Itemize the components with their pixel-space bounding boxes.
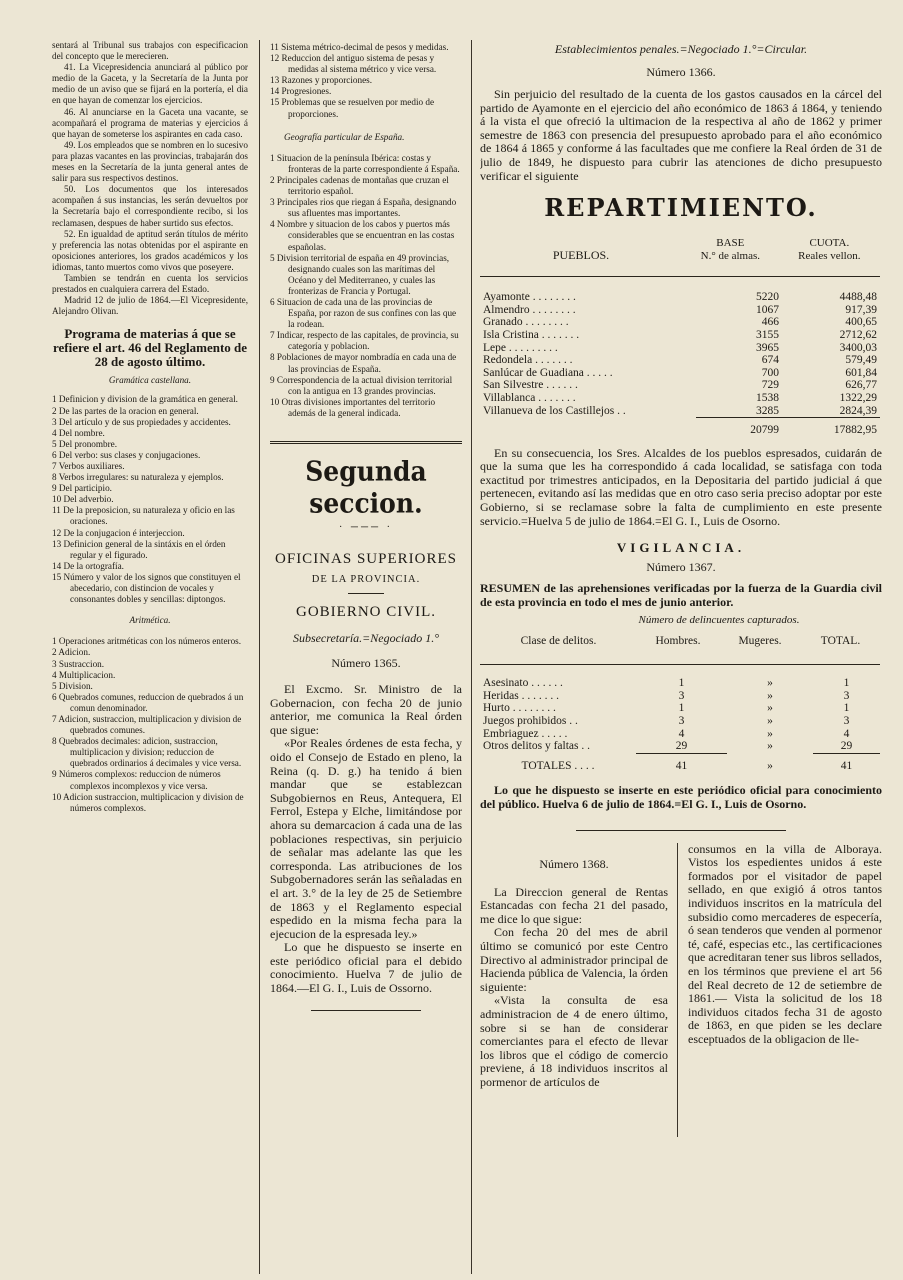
list-item: 6 Situacion de cada una de las provincias de España, por razon de sus confines con las que la rodean. (270, 296, 457, 330)
arithmetic-list (52, 636, 248, 814)
table-row: Asesinato . . . . . . 1 » 1 (483, 677, 850, 690)
list-item: 3 Del artículo y de sus propiedades y accidentes. (52, 416, 231, 427)
table-row: Ayamonte . . . . . . . . 5220 4488,48 (483, 291, 877, 304)
geography-list (270, 153, 462, 419)
article-52: 52. En igualdad de aptitud serán títulos de mérito y preferencia las notas obtenidas por el aspirante en oposiciones anteriores, los grados académicos y los idiomas, tanto muertos como vivos que poseyere. (52, 228, 248, 272)
list-item: 15 Problemas que se resuelven por medio de proporciones. (270, 97, 435, 119)
paragraph: La Direccion general de Rentas Estancadas con fecha 21 del pasado, me dice lo que sigue: (480, 884, 668, 926)
grammar-title: Gramática castellana. (108, 375, 192, 386)
signature: Madrid 12 de julio de 1864.—El Vicepresidente, Alejandro Olivan. (52, 295, 248, 317)
list-item: 1 Operaciones aritméticas con los números enteros. (52, 636, 242, 647)
list-item: 1 Definicion y division de la gramática en general. (52, 394, 238, 405)
paragraph: Sin perjuicio del resultado de la cuenta de los gastos causados en la cárcel del partido de Ayamonte en el ejercicio del año económico de 1863 á 1864, y teniendo á la vista el que ofreció la ultimacion de la respectiva al año de 1862 y primer semestre de 1863 con presencia del presupuesto aprobado para el año económico de 1864 á 1865 y conforme á las facultades que me confiere la Real órden de 31 de julio de 1849, he dispuesto para cubrir las atenciones de dicho presupuesto verificar el siguiente (480, 87, 882, 183)
article-41: 41. La Vicepresidencia anunciará al público por medio de la Gaceta, y la Secretaría de la Junta por medio de un aviso que se fijará en la portería, el dia en que hayan de comenzar los ejercicios. (52, 62, 248, 106)
paragraph: sentará al Tribunal sus trabajos con especificacion del concepto que le merecieren. (52, 40, 248, 62)
repartimiento-title: REPARTIMIENTO. (544, 193, 818, 223)
table-row: Redondela . . . . . . . 674 579,49 (483, 354, 877, 367)
list-item: 7 Adicion, sustraccion, multiplicacion y division de quebrados comunes. (52, 713, 242, 736)
table-row-total: TOTALES . . . . 41 » 41 (521, 759, 853, 772)
column-rule-2 (471, 40, 472, 1274)
list-item: 7 Verbos auxiliares. (52, 461, 125, 471)
list-item: 2 Principales cadenas de montañas que cruzan el territorio español. (270, 174, 449, 197)
list-item: 9 Números complexos: reduccion de números complexos incomplexos y vice versa. (52, 769, 221, 791)
header-pueblos: PUEBLOS. (552, 248, 610, 263)
list-item: 8 Verbos irregulares: su naturaleza y ejemplos. (52, 472, 224, 483)
vigilancia-title: VIGILANCIA. (616, 540, 746, 556)
heading-provincia: DE LA PROVINCIA. (311, 574, 421, 585)
subsecretaria: Subsecretaría.=Negociado 1.° (292, 631, 440, 645)
repartimiento-rows (480, 291, 880, 437)
column-3 (480, 0, 882, 1280)
list-item: 5 Division. (52, 680, 93, 691)
table-row: Hurto . . . . . . . . 1 » 1 (483, 702, 850, 715)
article-49: 49. Los empleados que se nombren en lo sucesivo para plazas vacantes en las provincias, trabajarán dos meses en la Secretaría de la junta general antes de salir para sus respectivos destinos. (52, 139, 248, 184)
arithmetic-list-cont (270, 42, 462, 120)
list-item: 10 Adicion sustraccion, multiplicacion y division de números complexos. (52, 791, 244, 813)
paragraph: En su consecuencia, los Sres. Alcaldes de los pueblos espresados, cuidarán de que la suma que les ha correspondido á cada localidad, se satisfaga con toda exactitud por trimestres anticipados, en la Depositaria del partido judicial á que pertenecen, evitando así las medidas que en otro caso seria preciso adoptar por este Gobierno, si se reclamase sobre la falta de cumplimiento en este presente servicio.=Huelva 5 de julio de 1864.=El G. I., Luis de Osorno. (480, 445, 882, 528)
list-item: 15 Número y valor de los signos que constituyen el abecedario, con distincion de vocales y consonantes dobles y sencillas: diptongos. (52, 571, 241, 605)
paragraph: consumos en la villa de Alboraya. Vistos los espedientes unidos á este formados por el visitador de papel sellado, en que exigió á otros tantos individuos inscritos en la matrícula del subsidio como mercaderes de especería, ó sean tenderos que venden al pormenor té, café, especias etc., las certificaciones que acreditaran tener sus libros sellados, en los términos que previene el art 56 del Real decreto de 12 de setiembre de 1861.— Vista la solicitud de los 18 individuos citados fecha 31 de agosto de 1863, en que piden se les declare esceptuados de la obligacion de lle- (688, 841, 882, 1046)
article-50: 50. Los documentos que los interesados acompañen á sus instancias, les serán devueltos por la Secretaría bajo el correspondiente recibo, si los reclamasen, despues de haber surtido sus efectos. (52, 184, 248, 228)
list-item: 3 Sustraccion. (52, 658, 105, 669)
list-item: 6 Del verbo: sus clases y conjugaciones. (52, 449, 201, 460)
table-row: Almendro . . . . . . . . 1067 917,39 (483, 303, 877, 316)
number-1367: Número 1367. (646, 560, 716, 575)
subcolumn-left (480, 837, 668, 1137)
section-rule (576, 830, 786, 831)
list-item: 12 De la conjugacion é interjeccion. (52, 527, 185, 538)
delitos-rows (480, 677, 880, 772)
paragraph: «Vista la consulta de esa administracion de 4 de enero último, sobre si se han de considerar comerciantes para el efecto de llevar los libros que el código de comercio previene, á 18 individuos inscritos al pormenor de artículos de (480, 993, 668, 1089)
geography-title: Geografía particular de España. (284, 131, 405, 142)
list-item: 11 Sistema métrico-decimal de pesos y medidas. (270, 42, 449, 52)
delitos-table (480, 613, 880, 677)
grammar-list (52, 394, 248, 605)
header-base: BASE N.° de almas. (700, 237, 761, 263)
article-46: 46. Al anunciarse en la Gaceta una vacante, se acompañará el programa de materias y ejercicios á que hayan de someterse los aspirantes en cada caso. (52, 106, 248, 139)
column-2 (270, 0, 462, 1280)
list-item: 11 De la preposicion, su naturaleza y oficio en las oraciones. (52, 505, 235, 527)
list-item: 7 Indicar, respecto de las capitales, de provincia, su categoría y poblacion. (270, 330, 459, 352)
header-total: TOTAL. (820, 635, 861, 648)
header-cuota: CUOTA. Reales vellon. (798, 237, 861, 263)
list-item: 8 Poblaciones de mayor nombradía en cada una de las provincias de España. (270, 352, 457, 374)
list-item: 2 De las partes de la oracion en general. (52, 405, 199, 416)
heading-oficinas: OFICINAS SUPERIORES (275, 551, 457, 567)
list-item: 3 Principales rios que riegan á España, designando sus afluentes mas importantes. (270, 197, 457, 219)
arithmetic-title: Aritmética. (129, 615, 171, 626)
subcolumn-rule (677, 843, 678, 1137)
list-item: 5 Division territorial de españa en 49 provincias, designando cuales son las marítimas del Océano y del Mediterraneo, y cuales las fronterizas de Francia y Portugal. (270, 252, 450, 296)
header-hombres: Hombres. (655, 635, 701, 648)
list-item: 10 Otras divisiones importantes del territorio además de la general indicada. (270, 396, 436, 418)
number-1366: Número 1366. (646, 65, 716, 79)
list-item: 14 Progresiones. (270, 86, 332, 97)
paragraph: El Excmo. Sr. Ministro de la Gobernacion, con fecha 20 de junio anterior, me comunica la Real órden que sigue: (270, 682, 462, 737)
list-item: 12 Reduccion del antiguo sistema de pesas y medidas al sistema métrico y vice versa. (270, 53, 437, 75)
number-1368: Número 1368. (539, 856, 609, 871)
list-item: 2 Adicion. (52, 647, 91, 658)
number-1365: Número 1365. (331, 656, 401, 670)
header-mugeres: Mugeres. (738, 635, 782, 648)
list-item: 6 Quebrados comunes, reduccion de quebrados á un comun denominador. (52, 691, 244, 713)
list-item: 1 Situacion de la península Ibérica: costas y fronteras de la parte correspondiente á España. (270, 152, 460, 174)
list-item: 4 Del nombre. (52, 427, 105, 438)
column-1 (52, 0, 248, 1280)
repartimiento-table (480, 236, 880, 291)
table-row: Granado . . . . . . . . 466 400,65 (483, 316, 877, 329)
table-row: Embriaguez . . . . . 4 » 4 (483, 727, 850, 740)
double-rule (270, 441, 462, 444)
column-rule-1 (259, 40, 260, 1274)
heading-gobierno: GOBIERNO CIVIL. (296, 604, 436, 620)
table-row: Sanlúcar de Guadiana . . . . . 700 601,84 (483, 366, 877, 379)
list-item: 13 Razones y proporciones. (270, 75, 373, 86)
closing-rule (311, 1010, 421, 1011)
header-delincuentes: Número de delincuentes capturados. (638, 614, 800, 627)
resumen-title: RESUMEN de las aprehensiones verificadas por la fuerza de la Guardia civil de esta provincia en todo el mes de junio anterior. (480, 581, 882, 610)
list-item: 10 Del adverbio. (52, 494, 114, 505)
list-item: 14 De la ortografía. (52, 560, 124, 571)
ornament: · ─── · (339, 522, 393, 533)
list-item: 4 Nombre y situacion de los cabos y puertos más considerables que se encuentran en las costas españolas. (270, 219, 455, 252)
table-row: Villanueva de los Castillejos . . 3285 2824,39 (483, 404, 877, 417)
table-row: Villablanca . . . . . . . 1538 1322,29 (483, 391, 877, 404)
list-item: 4 Multiplicacion. (52, 669, 116, 680)
heading-establecimientos: Establecimientos penales.=Negociado 1.°=Circular. (554, 42, 808, 56)
list-item: 13 Definicion general de la sintáxis en el órden regular y el figurado. (52, 538, 226, 560)
paragraph: Lo que he dispuesto se inserte en este periódico oficial para el debido conocimiento. Huelva 7 de julio de 1864.—El G. I., Luis de Ossorno. (270, 940, 462, 996)
paragraph: «Por Reales órdenes de esta fecha, y oido el Consejo de Estado en pleno, la Reina (q. D. g.) ha tenido á bien mandar que se establezcan Subgobiernos en Reus, Antequera, El Ferrol, Estepa y Elche, limitándose por ahora su demarcacion á cada una de las poblaciones respectivas, sin perjuicio de señalar mas adelante las que les corresponda. Las atribuciones de los Subgobernadores serán las señaladas en el art. 3.° de la ley de 25 de Setiembre de 1863 y el Reglamento especial espedido en la misma fecha para la ejecucion de la espresada ley.» (270, 736, 462, 941)
header-clase: Clase de delitos. (520, 635, 597, 648)
table-row: San Silvestre . . . . . . 729 626,77 (483, 379, 877, 392)
short-rule (348, 593, 384, 594)
list-item: 9 Correspondencia de la actual division territorial con la antigua en 13 grandes provincias. (270, 374, 453, 396)
list-item: 9 Del participio. (52, 483, 112, 494)
subcolumn-right (688, 837, 882, 1137)
table-row: Otros delitos y faltas . . 29 » 29 (483, 740, 853, 753)
paragraph: Lo que he dispuesto se inserte en este periódico oficial para conocimiento del público. Huelva 6 de julio de 1864.=El G. I., Luis de Osorno. (480, 783, 882, 811)
table-row-total: 20799 17882,95 (750, 424, 877, 437)
table-row: Heridas . . . . . . . 3 » 3 (483, 689, 850, 702)
table-row: Juegos prohibidos . . 3 » 3 (483, 715, 850, 728)
list-item: 5 Del pronombre. (52, 438, 118, 449)
paragraph: Con fecha 20 del mes de abril último se comunicó por este Centro Directivo al administrador principal de Hacienda pública de Valencia, la órden siguiente: (480, 925, 668, 994)
program-title: Programa de materias á que se refiere el art. 46 del Reglamento de 28 de agosto último. (52, 326, 248, 370)
section-title: Segunda seccion. (305, 455, 427, 519)
table-row: Lepe . . . . . . . . . 3965 3400,03 (483, 341, 877, 354)
paragraph: Tambien se tendrán en cuenta los servicios prestados en cualquiera carrera del Estado. (52, 272, 248, 295)
list-item: 8 Quebrados decimales: adicion, sustraccion, multiplicacion y division; reduccion de quebrados ordinarios á decimales y vice versa. (52, 736, 242, 769)
table-row: Isla Cristina . . . . . . . 3155 2712,62 (483, 328, 877, 341)
